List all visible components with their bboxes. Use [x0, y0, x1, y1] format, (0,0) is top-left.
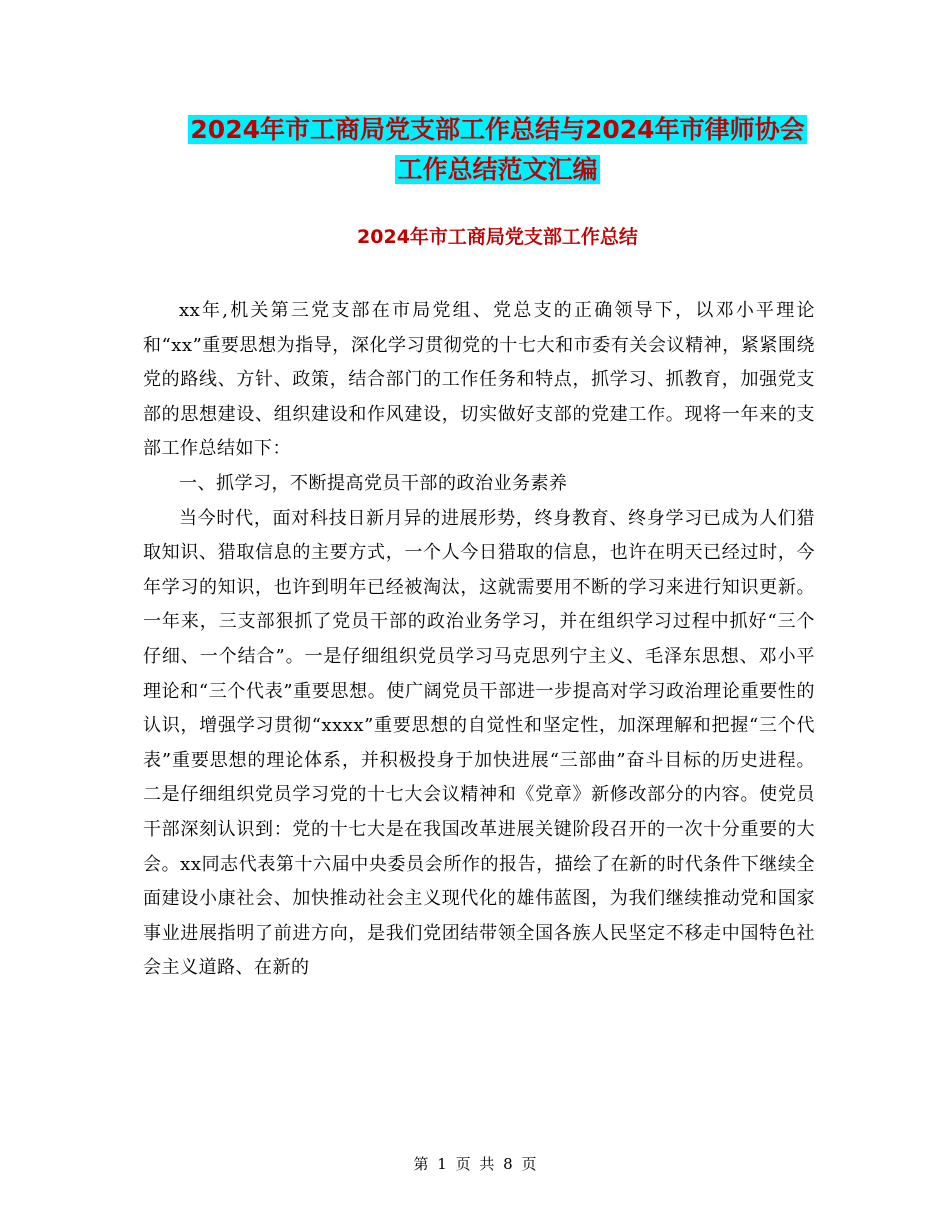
page-footer: 第 1 页 共 8 页: [413, 1155, 537, 1173]
paragraph-study: 当今时代，面对科技日新月异的进展形势，终身教育、终身学习已成为人们猎取知识、猎取信息的主要方式，一个人今日猎取的信息，也许在明天已经过时，今年学习的知识，也许到明年已经被淘汰，这就需要用不断的学习来进行知识更新。一年来，三支部狠抓了党员干部的政治业务学习，并在组织学习过程中抓好“三个仔细、一个结合”。一是仔细组织党员学习马克思列宁主义、毛泽东思想、邓小平理论和“三个代表”重要思想。使广阔党员干部进一步提高对学习政治理论重要性的认识，增强学习贯彻“xxxx”重要思想的自觉性和坚定性，加深理解和把握“三个代表”重要思想的理论体系，并积极投身于加快进展“三部曲”奋斗目标的历史进程。二是仔细组织党员学习党的十七大会议精神和《党章》新修改部分的内容。使党员干部深刻认识到：党的十七大是在我国改革进展关键阶段召开的一次十分重要的大会。xx同志代表第十六届中央委员会所作的报告，描绘了在新的时代条件下继续全面建设小康社会、加快推动社会主义现代化的雄伟蓝图，为我们继续推动党和国家事业进展指明了前进方向，是我们党团结带领全国各族人民坚定不移走中国特色社会主义道路、在新的: [143, 507, 815, 979]
document-title-line-1: 2024年市工商局党支部工作总结与2024年市律师协会: [190, 115, 805, 144]
document-title: [140, 110, 855, 190]
paragraph-intro: xx年,机关第三党支部在市局党组、党总支的正确领导下，以邓小平理论和“xx”重要思想为指导，深化学习贯彻党的十七大和市委有关会议精神，紧紧围绕党的路线、方针、政策，结合部门的工作任务和特点，抓学习、抓教育，加强党支部的思想建设、组织建设和作风建设，切实做好支部的党建工作。现将一年来的支部工作总结如下：: [143, 300, 815, 460]
section-heading: 2024年市工商局党支部工作总结: [357, 226, 638, 248]
document-title-line-2: 工作总结范文汇编: [397, 155, 598, 184]
document-body: [143, 294, 815, 986]
paragraph-subheading: 一、抓学习，不断提高党员干部的政治业务素养: [179, 472, 568, 494]
